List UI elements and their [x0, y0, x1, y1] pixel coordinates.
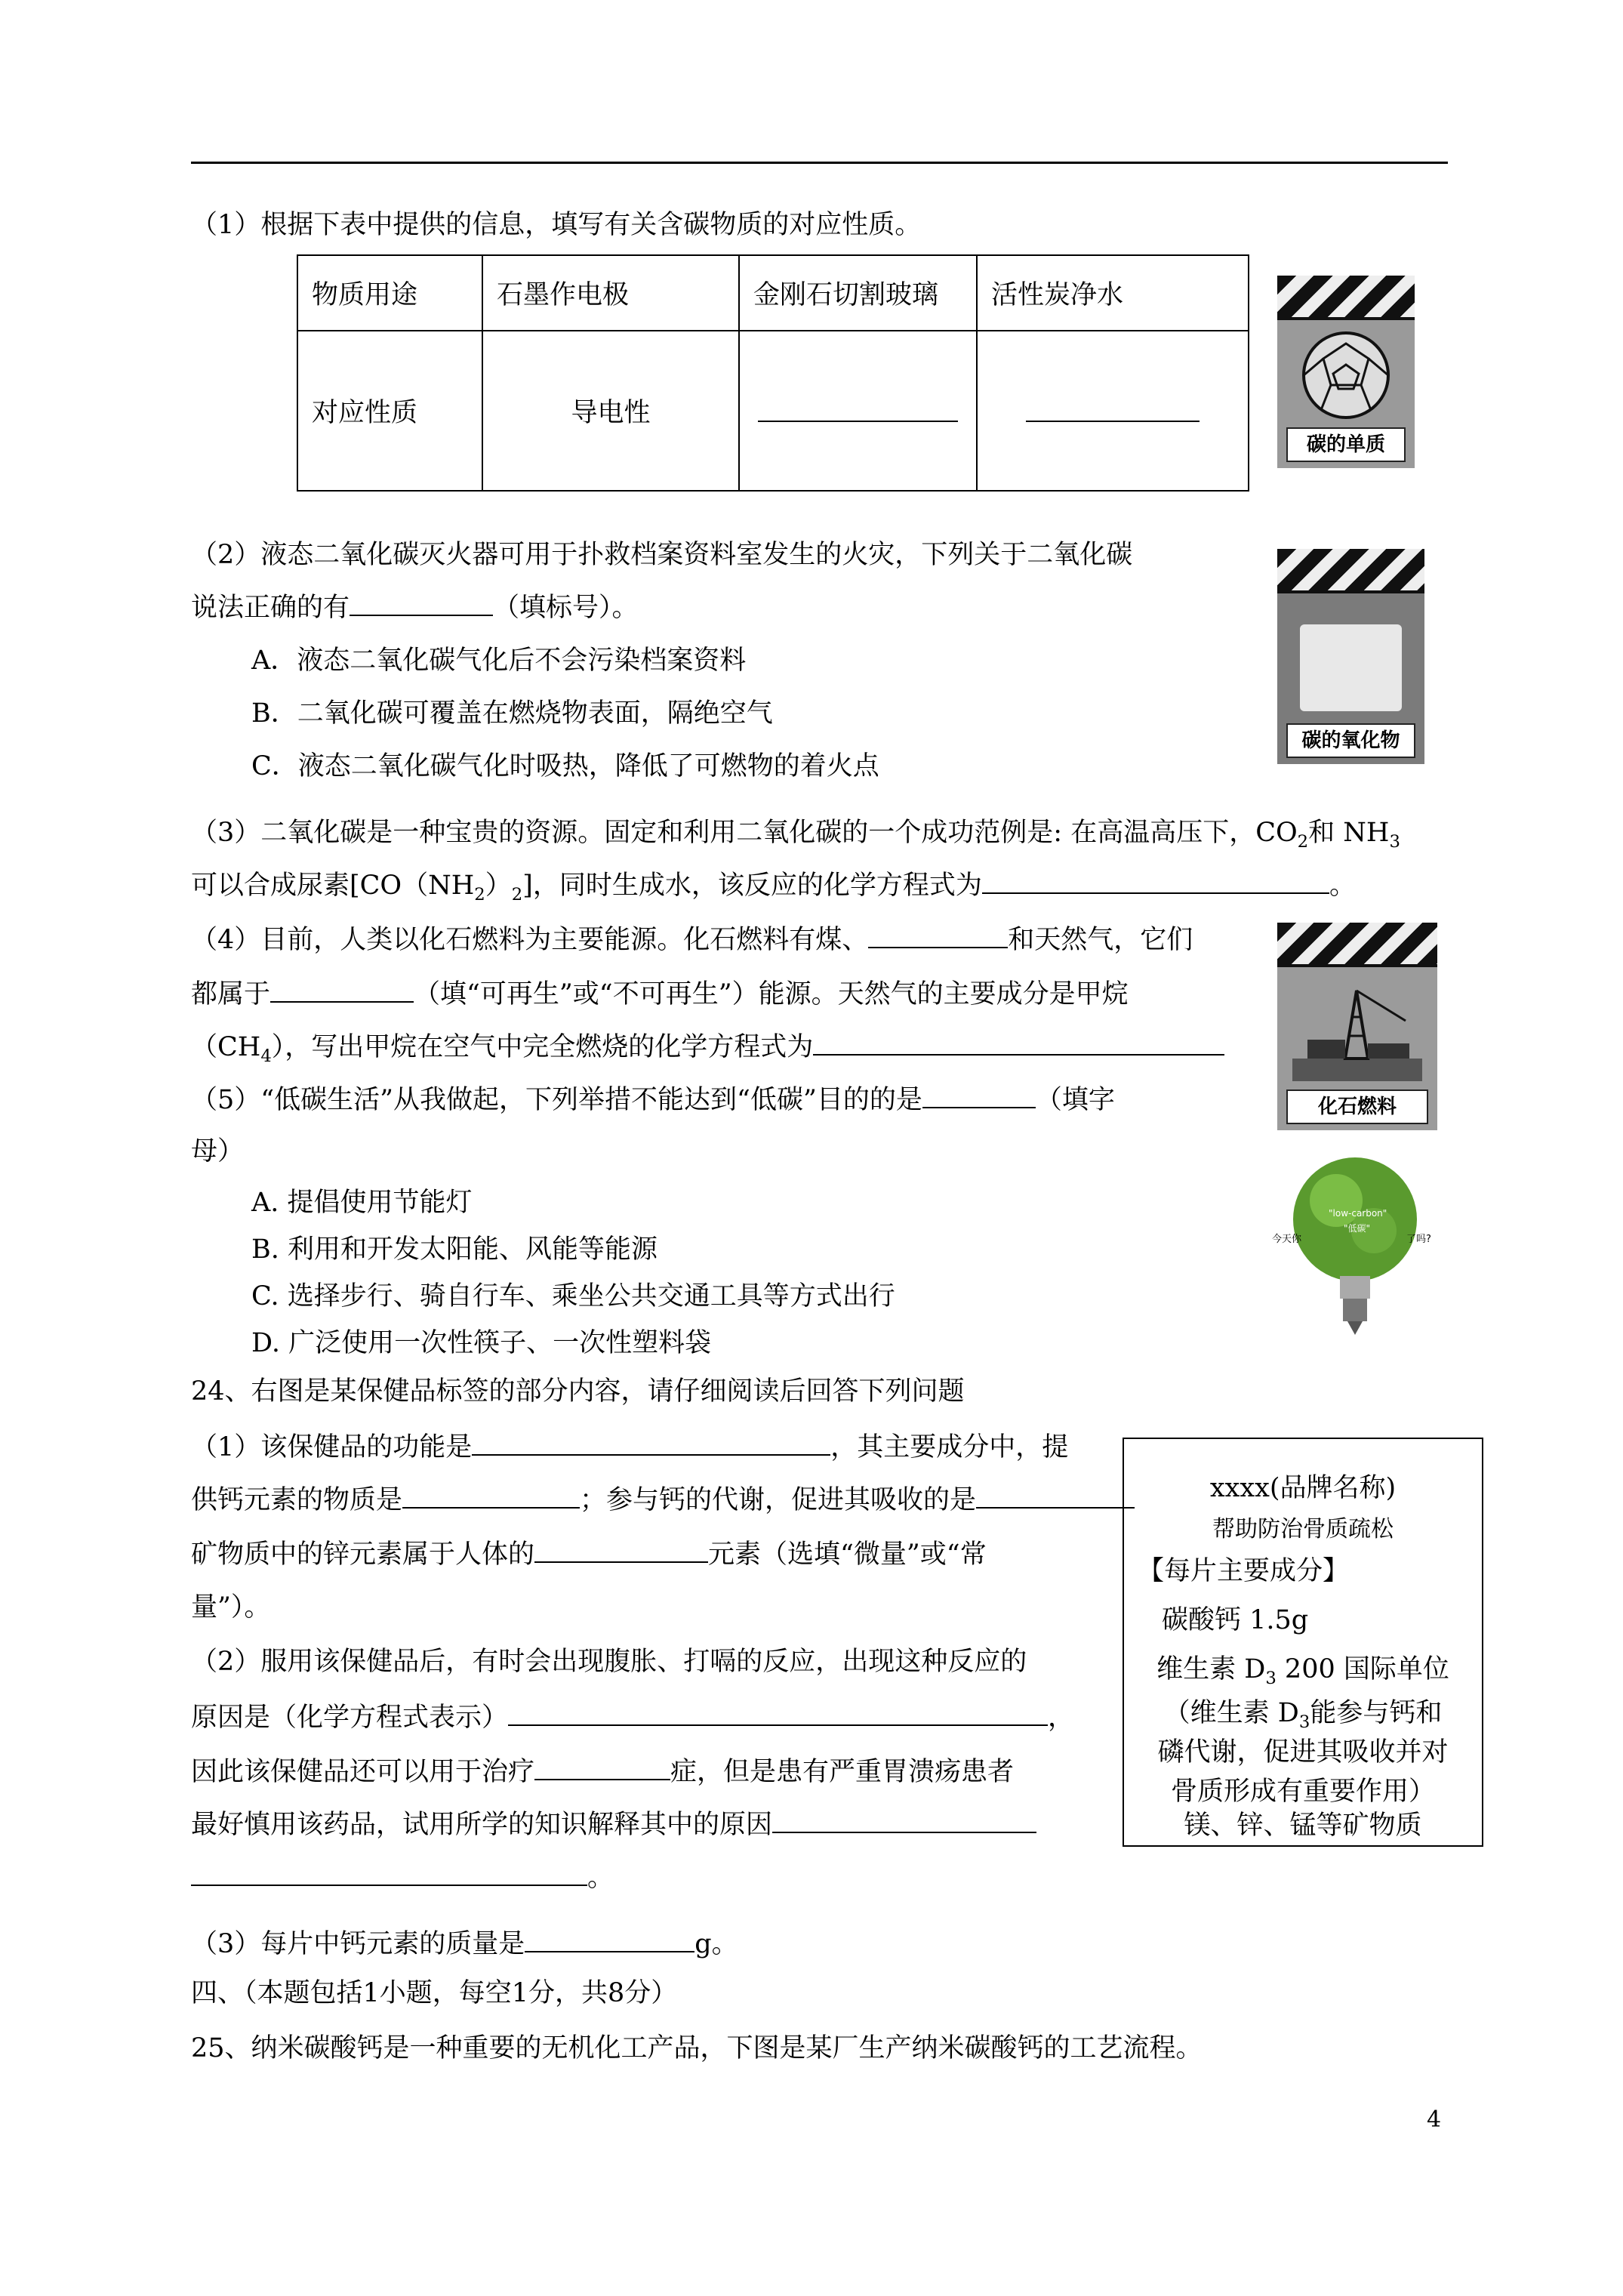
- bulb-text-left: 今天你: [1272, 1234, 1302, 1245]
- table-header-cell: 物质用途: [297, 255, 482, 331]
- q24-part2-line2: 原因是（化学方程式表示） ，: [191, 1697, 1074, 1737]
- page-number: 4: [1427, 2106, 1442, 2133]
- low-carbon-bulb-image: [1272, 1148, 1434, 1336]
- carbon-oxide-image: [1277, 549, 1424, 764]
- q23-option-c: C．液态二氧化碳气化时吸热，降低了可燃物的着火点: [251, 751, 879, 781]
- table-header-cell: 金刚石切割玻璃: [739, 255, 977, 331]
- q24-part1-line2: 供钙元素的物质是 ；参与钙的代谢，促进其吸收的是: [191, 1480, 1135, 1519]
- header-rule: [191, 162, 1448, 164]
- q23-option-a: A．液态二氧化碳气化后不会污染档案资料: [251, 646, 747, 676]
- q23-part5-line1: （5）“低碳生活”从我做起，下列举措不能达到“低碳”目的的是 （填字: [191, 1080, 1115, 1119]
- q23-part5-option-b: B. 利用和开发太阳能、风能等能源: [251, 1234, 658, 1265]
- table-header-cell: 活性炭净水: [977, 255, 1249, 331]
- supplement-label-box: [1123, 1438, 1483, 1847]
- q24-part1-line1: （1）该保健品的功能是 ，其主要成分中，提: [191, 1427, 1068, 1466]
- table-cell-blank[interactable]: [739, 331, 977, 491]
- table-cell-conductivity: 导电性: [482, 331, 739, 491]
- image-caption: 化石燃料: [1286, 1089, 1428, 1124]
- label-heading: 【每片主要成分】: [1138, 1556, 1350, 1586]
- label-note-line1: （维生素 $D_3$能参与钙和: [1163, 1698, 1443, 1732]
- bulb-text-center: "low-carbon": [1329, 1208, 1387, 1219]
- q23-part2-line2: 说法正确的有 （填标号）。: [191, 587, 639, 627]
- label-minerals: 镁、锌、锰等矿物质: [1184, 1811, 1422, 1841]
- q23-part4-line3: $(CH_4)$，写出甲烷在空气中完全燃烧的化学方程式为: [191, 1027, 1224, 1075]
- carbon-element-image: [1277, 276, 1415, 468]
- section4-title: 四、（本题包括1小题，每空1分，共8分）: [191, 1978, 678, 2008]
- label-brand: xxxx(品牌名称): [1209, 1473, 1397, 1503]
- image-caption: 碳的单质: [1286, 427, 1406, 462]
- q25-intro: 25、纳米碳酸钙是一种重要的无机化工产品，下图是某厂生产纳米碳酸钙的工艺流程。: [191, 2033, 1203, 2063]
- q24-part2-line4: 最好慎用该药品，试用所学的知识解释其中的原因: [191, 1804, 1036, 1844]
- q23-part4-line2: 都属于 （填“可再生”或“不可再生”）能源。天然气的主要成分是甲烷: [191, 974, 1129, 1013]
- bulb-text-right: 了吗?: [1406, 1234, 1431, 1245]
- fullerene-icon: [1291, 328, 1401, 423]
- q23-option-b: B．二氧化碳可覆盖在燃烧物表面，隔绝空气: [251, 698, 773, 729]
- q23-part1: （1）根据下表中提供的信息，填写有关含碳物质的对应性质。: [191, 210, 922, 240]
- q23-part3-line1: （3）二氧化碳是一种宝贵的资源。固定和利用二氧化碳的一个成功范例是: 在高温高压下，$CO_2$和 $NH_3$: [191, 818, 1400, 852]
- q24-title: 24、右图是某保健品标签的部分内容，请仔细阅读后回答下列问题: [191, 1376, 965, 1407]
- q23-part5-option-a: A. 提倡使用节能灯: [251, 1188, 473, 1218]
- table-cell-blank[interactable]: [977, 331, 1249, 491]
- q23-part5-option-d: D. 广泛使用一次性筷子、一次性塑料袋: [251, 1328, 712, 1358]
- q23-part4-line1: （4）目前，人类以化石燃料为主要能源。化石燃料有煤、 和天然气，它们: [191, 920, 1193, 959]
- oil-rig-icon: [1292, 975, 1422, 1081]
- table-row-label: 对应性质: [297, 331, 482, 491]
- q24-part2-line3: 因此该保健品还可以用于治疗 症，但是患有严重胃溃疡患者: [191, 1752, 1014, 1791]
- label-item-calcium: 碳酸钙 1.5g: [1162, 1605, 1309, 1635]
- image-caption: 碳的氧化物: [1286, 723, 1415, 758]
- q24-part2-line1: （2）服用该保健品后，有时会出现腹胀、打嗝的反应，出现这种反应的: [191, 1647, 1027, 1677]
- q23-part5-option-c: C. 选择步行、骑自行车、乘坐公共交通工具等方式出行: [251, 1281, 895, 1311]
- dry-ice-block: [1300, 624, 1402, 711]
- property-table: [297, 254, 1249, 492]
- q23-part2-line1: （2）液态二氧化碳灭火器可用于扑救档案资料室发生的火灾，下列关于二氧化碳: [191, 540, 1133, 570]
- q24-part1-line4: 量”）。: [191, 1592, 271, 1623]
- fossil-fuel-image: [1277, 923, 1437, 1130]
- q23-part3-line2: 可以合成尿素$[CO(NH_2)_2]$，同时生成水，该反应的化学方程式为 。: [191, 865, 1356, 914]
- q24-part1-line3: 矿物质中的锌元素属于人体的 元素（选填“微量”或“常: [191, 1534, 987, 1573]
- q23-part5-line2: 母）: [191, 1136, 245, 1166]
- table-header-cell: 石墨作电极: [482, 255, 739, 331]
- label-note-line3: 骨质形成有重要作用）: [1170, 1777, 1435, 1807]
- bulb-text-center2: "低碳": [1344, 1223, 1371, 1234]
- label-item-vitamin: 维生素 $D_3$ 200 国际单位: [1156, 1654, 1449, 1688]
- q24-part2-line5: 。: [191, 1857, 614, 1897]
- label-note-line2: 磷代谢，促进其吸收并对: [1157, 1737, 1449, 1767]
- q24-part3: （3）每片中钙元素的质量是 g。: [191, 1924, 738, 1963]
- label-function: 帮助防治骨质疏松: [1212, 1516, 1394, 1542]
